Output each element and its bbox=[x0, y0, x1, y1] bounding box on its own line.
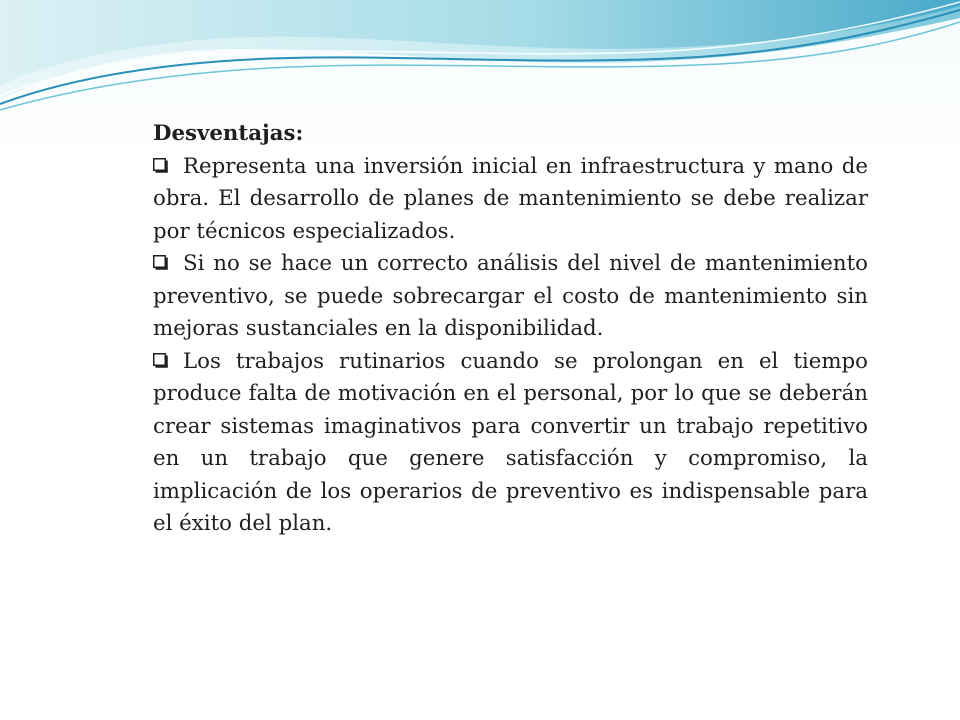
hollow-square-bullet-icon bbox=[153, 158, 169, 174]
bullet-item-2 bbox=[153, 248, 868, 346]
bullet-item-1-text: Representa una inversión inicial en infraestructura y mano de obra. El desarrollo de planes de mantenimiento se debe realizar por técnicos especializados. bbox=[153, 153, 868, 244]
decorative-wave-header bbox=[0, 0, 960, 130]
hollow-square-bullet-icon bbox=[153, 255, 169, 271]
bullet-item-3 bbox=[153, 346, 868, 541]
hollow-square-bullet-icon bbox=[153, 353, 169, 369]
bullet-item-2-text: Si no se hace un correcto análisis del nivel de mantenimiento preventivo, se puede sobrecargar el costo de mantenimiento sin mejoras sustanciales en la disponibilidad. bbox=[153, 251, 868, 341]
bullet-item-3-text: Los trabajos rutinarios cuando se prolongan en el tiempo produce falta de motivación en el personal, por lo que se deberán crear sistemas imaginativos para convertir un trabajo repetitivo en un trabajo que genere satisfacción y compromiso, la implicación de los operarios de preventivo es indispensable para el éxito del plan. bbox=[153, 348, 868, 536]
bullet-item-1 bbox=[153, 151, 868, 249]
slide-heading: Desventajas: bbox=[153, 121, 304, 146]
slide-body bbox=[153, 118, 868, 541]
